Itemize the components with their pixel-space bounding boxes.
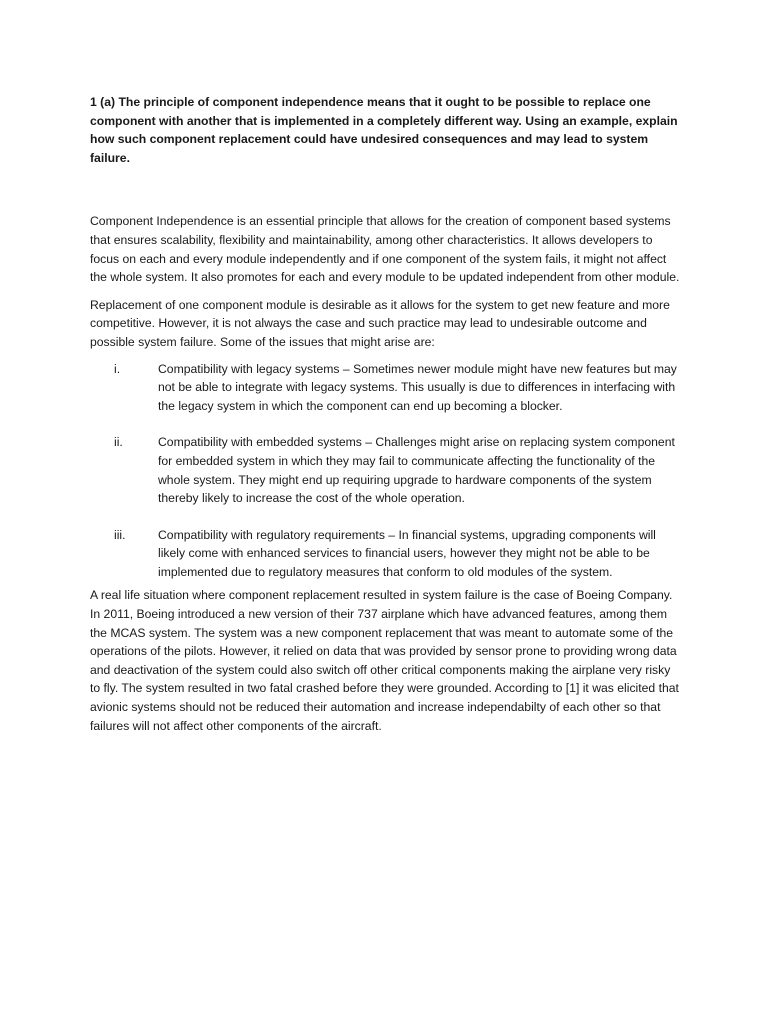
list-item-number: i. xyxy=(114,361,121,376)
question-heading: 1 (a) The principle of component independence means that it ought to be possible to replace one component with another that is implemented in a completely different way. Using an example, explain how such component replacement could have undesired consequences and may lead to system failure. xyxy=(90,95,678,165)
list-item-text: Compatibility with legacy systems – Sometimes newer module might have new features but may not be able to integrate with legacy systems. This usually is due to differences in interfacing with the legacy system in which the component can end up becoming a blocker. xyxy=(158,361,677,413)
list-item-number: ii. xyxy=(114,435,123,450)
paragraph-component-independence: Component Independence is an essential principle that allows for the creation of component based systems that ensures scalability, flexibility and maintainability, among other characteristics. It allows developers to focus on each and every module independently and if one component of the system fails, it might not affect the whole system. It also promotes for each and every module to be updated independent from other module. xyxy=(90,214,680,285)
list-item-text: Compatibility with regulatory requirements – In financial systems, upgrading components will likely come with enhanced services to financial users, however they might not be able to be implemented due to regulatory measures that conform to old modules of the system. xyxy=(158,527,656,579)
list-item-number: iii. xyxy=(114,527,126,542)
list-item xyxy=(90,433,682,507)
list-item xyxy=(90,360,682,416)
paragraph-replacement: Replacement of one component module is desirable as it allows for the system to get new feature and more competitive. However, it is not always the case and such practice may lead to undesirable outcome and possible system failure. Some of the issues that might arise are: xyxy=(90,297,670,349)
list-item xyxy=(90,526,682,582)
paragraph-boeing-example: A real life situation where component replacement resulted in system failure is the case of Boeing Company. In 2011, Boeing introduced a new version of their 737 airplane which have advanced features, among them the MCAS system. The system was a new component replacement that was meant to automate some of the operations of the pilots. However, it relied on data that was provided by sensor prone to providing wrong data and deactivation of the system could also switch off other critical components making the airplane very risky to fly. The system resulted in two fatal crashed before they were grounded. According to [1] it was elicited that avionic systems should not be reduced their automation and increase independabilty of each other so that failures will not affect other components of the aircraft. xyxy=(90,588,679,733)
list-item-text: Compatibility with embedded systems – Challenges might arise on replacing system component for embedded system in which they may fail to communicate affecting the functionality of the whole system. They might end up requiring upgrade to hardware components of the system thereby likely to increase the cost of the whole operation. xyxy=(158,435,675,506)
document-body xyxy=(90,93,682,735)
issues-list xyxy=(90,360,682,582)
